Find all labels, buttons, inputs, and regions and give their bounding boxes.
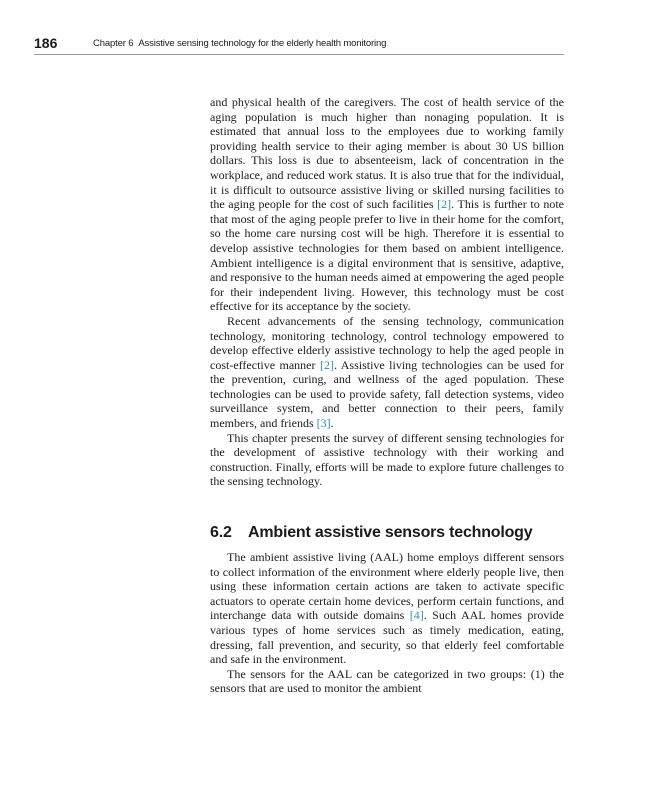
running-head: [34, 36, 564, 55]
paragraph-text: Recent advancements of the sensing technology, communication technology, monitoring technology, control technology empowered to develop effective elderly assistive technology to help the aged people in cost-effective manner: [210, 313, 564, 372]
citation-link[interactable]: [3]: [316, 416, 331, 431]
paragraph-sensor-groups: [210, 667, 564, 696]
paragraph-text: . Such AAL homes provide various types of home services such as timely medication, eating, dressing, fall prevention, and security, so that elderly feel comfortable and safe in the environment.: [210, 608, 564, 667]
citation-link[interactable]: [2]: [437, 197, 452, 212]
citation-link[interactable]: [2]: [319, 357, 334, 372]
citation-link[interactable]: [4]: [409, 608, 424, 623]
page-number: 186: [34, 35, 58, 51]
paragraph-text: .: [330, 416, 334, 431]
paragraph-chapter-overview: [210, 431, 564, 489]
paragraph-text: . This is further to note that most of the aging people prefer to live in their home for the comfort, so the home care nursing cost will be high. Therefore it is essential to develop assistive technologies for them based on ambient intelligence. Ambient intelligence is a digital environment that is sensitive, adaptive, and responsive to the human needs aimed at empowering the aged people for their independent living. However, this technology must be cost effective for its acceptance by the society.: [210, 197, 564, 314]
paragraph-text: . Assistive living technologies can be used for the prevention, curing, and wellness of the aged population. These technologies can be used to provide safety, fall detection systems, video surveillance system, and better connection to their peers, family members, and friends: [210, 357, 565, 431]
paragraph-text: This chapter presents the survey of different sensing technologies for the development of assistive technology with their working and construction. Finally, efforts will be made to explore future challenges to the sensing technology.: [210, 430, 564, 489]
paragraph-recent-advancements: [210, 314, 564, 431]
chapter-title: Assistive sensing technology for the elderly health monitoring: [138, 38, 387, 49]
section-number: 6.2: [210, 524, 232, 542]
paragraph-text: and physical health of the caregivers. The cost of health service of the aging population is much higher than nonaging population. It is estimated that annual loss to the employees due to working family providing health service to their aging member is about 30 US billion dollars. This loss is due to absenteeism, lack of concentration in the workplace, and reduced work status. It is also true that for the individual, it is difficult to outsource assistive living or skilled nursing facilities to the aging people for the cost of such facilities: [210, 95, 564, 212]
section-title: Ambient assistive sensors technology: [248, 524, 533, 542]
paragraph-text: The ambient assistive living (AAL) home employs different sensors to collect information of the environment where elderly people live, then using these information certain actions are taken to activate specific actuators to operate certain home devices, perform certain functions, and interchange data with outside domains: [210, 550, 564, 623]
chapter-running-title: [93, 38, 386, 50]
paragraph-aal-home: [210, 550, 564, 667]
section-heading: [210, 523, 564, 543]
paragraph-text: The sensors for the AAL can be categorized in two groups: (1) the sensors that are used to monitor the ambient: [210, 666, 564, 696]
paragraph-continuation: [210, 95, 564, 314]
chapter-label: Chapter 6: [93, 38, 134, 49]
body-column: [210, 95, 564, 696]
